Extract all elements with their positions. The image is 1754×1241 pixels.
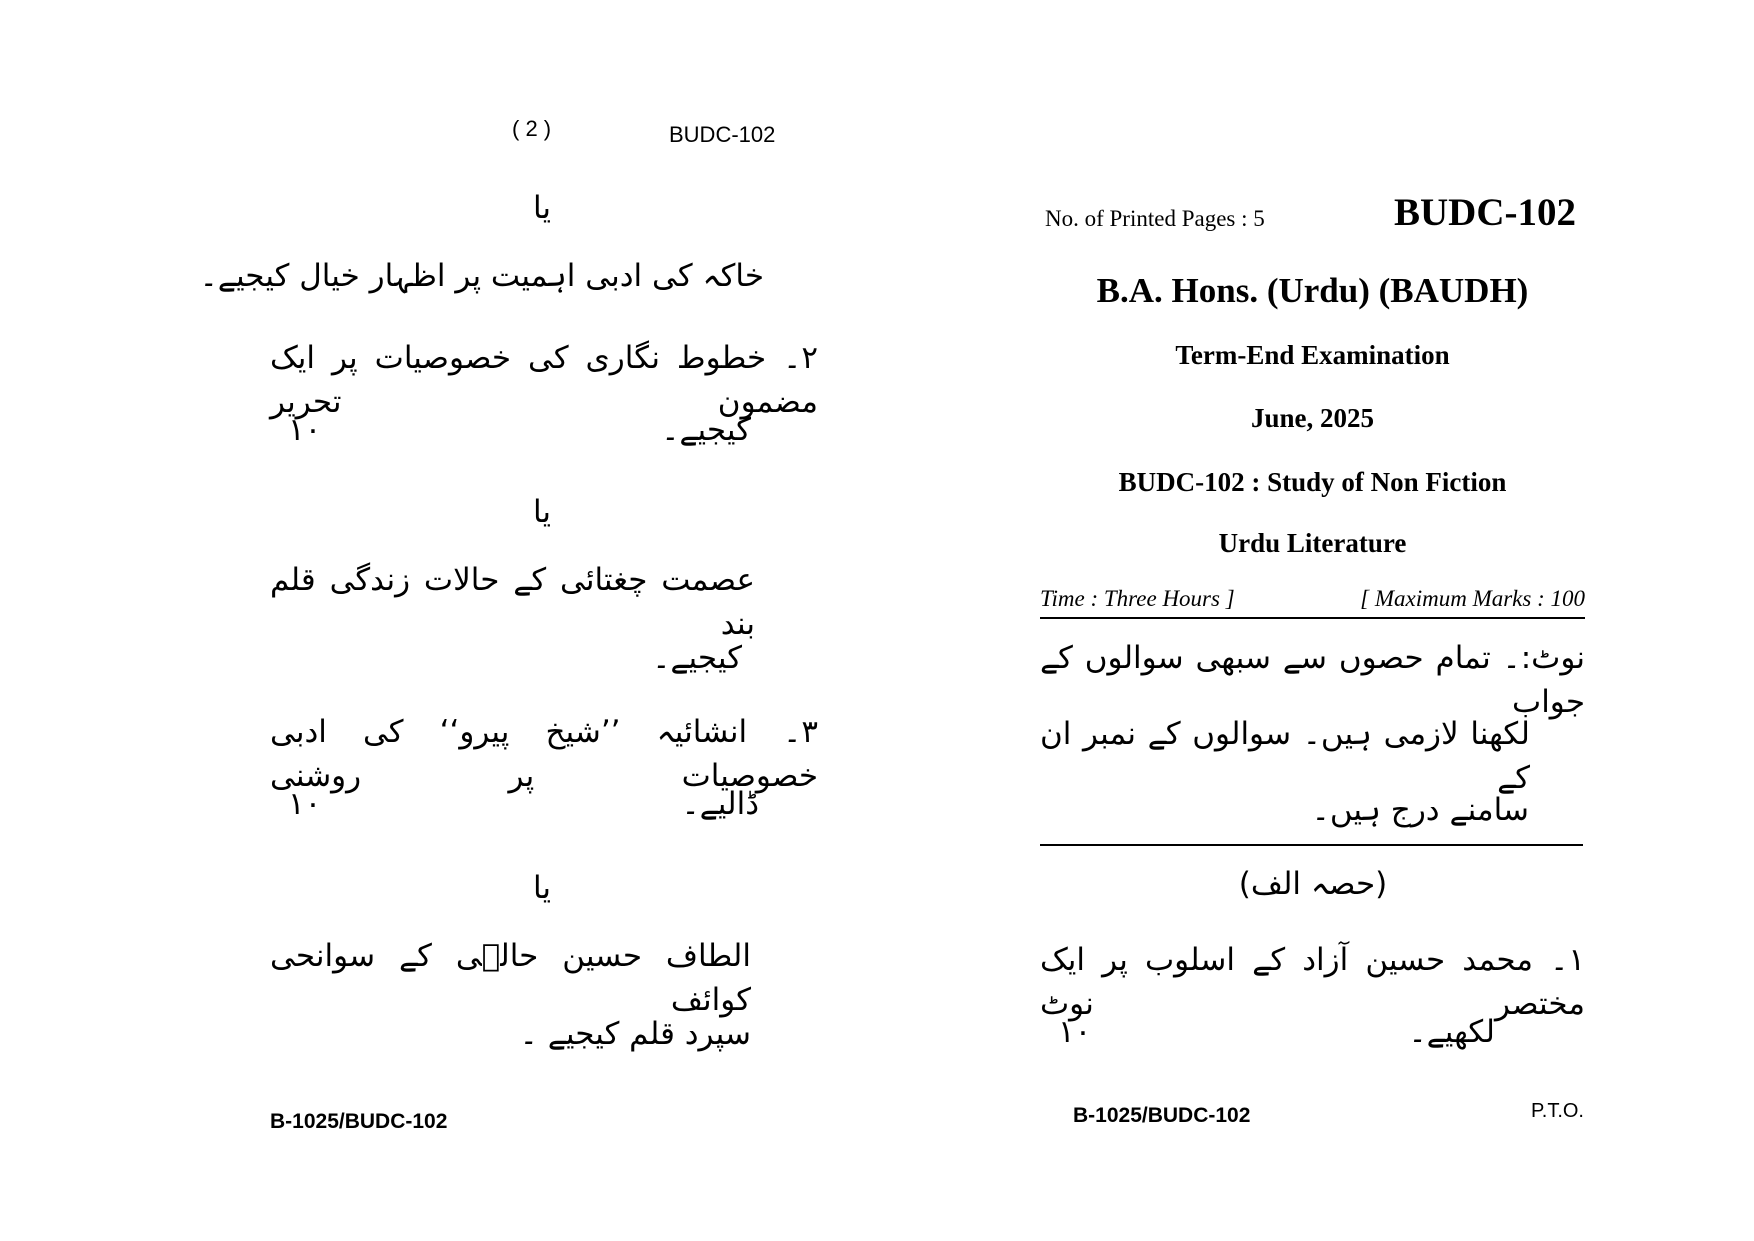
question-1: ۱۔ محمد حسین آزاد کے اسلوب پر ایک مختصر نوٹ xyxy=(1040,942,1585,1022)
question-text: خاکہ کی ادبی اہمیت پر اظہار خیال کیجیے۔ xyxy=(199,258,764,294)
marks: ۱۰ xyxy=(1058,1014,1092,1050)
marks: ۱۰ xyxy=(288,412,322,448)
question-text: ڈالیے۔ xyxy=(681,786,759,822)
question-text: الطاف حسین حالؔی کے سوانحی کوائف xyxy=(270,938,751,1018)
or-separator: یا xyxy=(532,494,552,530)
question-text: لکھیے۔ xyxy=(1408,1014,1495,1050)
printed-pages: No. of Printed Pages : 5 xyxy=(1045,206,1265,231)
course-subtitle: Urdu Literature xyxy=(1218,528,1407,558)
paper-code: BUDC-102 xyxy=(1394,191,1576,234)
exam-session: June, 2025 xyxy=(1250,403,1375,433)
section-heading: (حصہ الف) xyxy=(1238,866,1388,902)
or-separator: یا xyxy=(532,870,552,906)
page-number: ( 2 ) xyxy=(512,116,552,141)
please-turn-over: P.T.O. xyxy=(1531,1100,1584,1122)
or-separator: یا xyxy=(532,190,552,226)
programme-title: B.A. Hons. (Urdu) (BAUDH) xyxy=(1096,271,1529,310)
exam-title: Term-End Examination xyxy=(1175,340,1450,370)
note-line: سامنے درج ہیں۔ xyxy=(1311,792,1529,828)
header-divider xyxy=(1040,617,1585,619)
maximum-marks: [ Maximum Marks : 100 xyxy=(1360,586,1585,611)
note-line: نوٹ:۔ تمام حصوں سے سبھی سوالوں کے جواب xyxy=(1040,640,1585,720)
page-footer-code: B-1025/BUDC-102 xyxy=(270,1110,448,1133)
question-3: ۳۔ انشائیہ ’’شیخ پیرو‘‘ کی ادبی خصوصیات پر روشنی xyxy=(270,714,818,794)
question-text: کیجیے۔ xyxy=(652,640,742,676)
marks: ۱۰ xyxy=(288,786,322,822)
time-allowed: Time : Three Hours ] xyxy=(1040,586,1235,611)
note-line: لکھنا لازمی ہیں۔ سوالوں کے نمبر ان کے xyxy=(1040,716,1530,796)
question-text: سپرد قلم کیجیے ۔ xyxy=(519,1016,751,1052)
page-footer-code: B-1025/BUDC-102 xyxy=(1073,1104,1251,1127)
question-2: ۲۔ خطوط نگاری کی خصوصیات پر ایک مضمون تحریر xyxy=(270,340,818,420)
course-title: BUDC-102 : Study of Non Fiction xyxy=(1118,467,1507,497)
note-divider xyxy=(1040,844,1583,846)
question-text: عصمت چغتائی کے حالات زندگی قلم بند xyxy=(270,562,755,642)
question-text: کیجیے۔ xyxy=(661,412,751,448)
page-header-code: BUDC-102 xyxy=(669,122,776,147)
